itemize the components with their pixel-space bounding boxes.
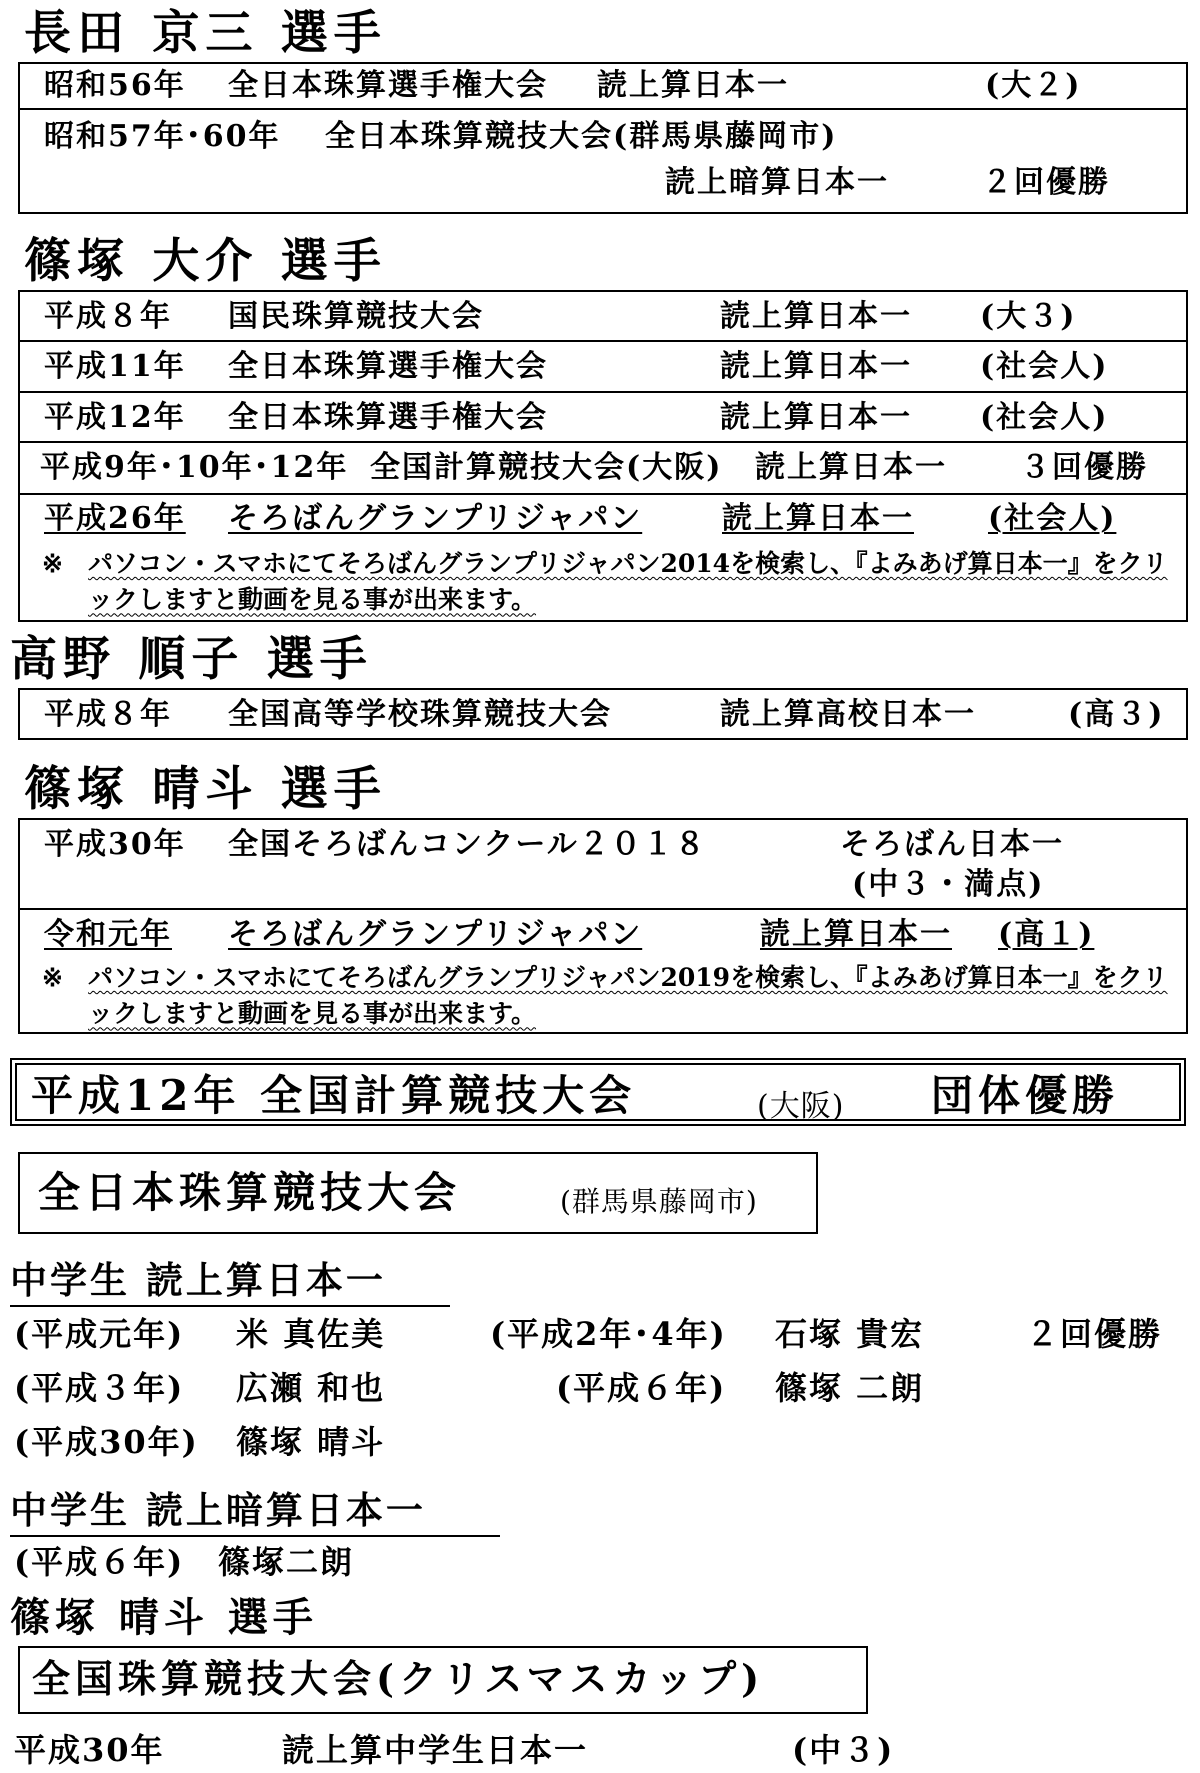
record-year: 平成12年 — [44, 400, 186, 435]
team-win-banner — [10, 1058, 1186, 1126]
record-year: 昭和56年 — [44, 68, 186, 103]
record-event: 全日本珠算選手権大会 — [228, 400, 548, 435]
record-year: 平成26年 — [44, 501, 186, 536]
entry-year: (平成30年) — [14, 1423, 199, 1461]
record-title: 読上算日本一 — [722, 501, 914, 536]
note-mark: ※ — [42, 549, 63, 578]
athlete-name-nagata: 長田 京三 選手 — [24, 6, 387, 61]
record-title: 読上算中学生日本一 — [282, 1731, 589, 1769]
zennihon-title: 全日本珠算競技大会 — [38, 1168, 462, 1217]
record-grade: (社会人) — [980, 349, 1109, 384]
record-title: 読上算日本一 — [720, 349, 912, 384]
athlete-name-shinozuka-haruto: 篠塚 晴斗 選手 — [24, 762, 387, 817]
record-grade: (中３) — [792, 1731, 895, 1769]
record-row — [20, 292, 1186, 342]
team-event: 平成12年 全国計算競技大会 — [31, 1071, 637, 1120]
record-year: 令和元年 — [44, 917, 172, 952]
video-note: パソコン・スマホにてそろばんグランプリジャパン2019を検索し、『よみあげ算日本一』をクリックしますと動画を見る事が出来ます。 — [88, 963, 1168, 1029]
record-row — [20, 820, 1186, 910]
record-box-shinozuka-daisuke — [18, 290, 1188, 622]
record-event: 全国計算競技大会(大阪) — [370, 450, 723, 485]
record-year: 平成9年･10年･12年 — [40, 450, 349, 485]
video-note: パソコン・スマホにてそろばんグランプリジャパン2014を検索し、『よみあげ算日本一』をクリックしますと動画を見る事が出来ます。 — [88, 549, 1168, 615]
record-row — [20, 64, 1186, 110]
team-place: (大阪) — [757, 1089, 845, 1124]
record-result: ２回優勝 — [982, 165, 1110, 200]
zennihon-place: (群馬県藤岡市) — [560, 1185, 758, 1218]
record-grade: (社会人) — [988, 501, 1117, 536]
record-box-takano — [18, 688, 1188, 740]
record-box-shinozuka-haruto — [18, 818, 1188, 1034]
record-box-nagata — [18, 62, 1188, 214]
record-year: 平成30年 — [14, 1731, 165, 1769]
entry-name: 篠塚 二朗 — [775, 1369, 925, 1407]
record-title: そろばん日本一 — [840, 827, 1064, 862]
record-year: 平成８年 — [44, 299, 172, 334]
record-event: そろばんグランプリジャパン — [228, 501, 643, 536]
record-year: 昭和57年･60年 — [44, 119, 281, 154]
record-title: 読上暗算日本一 — [665, 165, 889, 200]
record-event: 全国そろばんコンクール２０１８ — [228, 827, 707, 862]
record-grade: (高１) — [998, 917, 1095, 952]
athlete-name-shinozuka-daisuke: 篠塚 大介 選手 — [24, 234, 387, 289]
entry-year: (平成３年) — [14, 1369, 185, 1407]
record-title: 読上算高校日本一 — [720, 697, 976, 732]
section-heading: 中学生 読上算日本一 — [10, 1262, 450, 1307]
entry-name: 米 真佐美 — [236, 1315, 386, 1353]
record-grade: (大２) — [985, 68, 1082, 103]
entry-year: (平成元年) — [14, 1315, 185, 1353]
record-row — [20, 342, 1186, 393]
athlete-name-shinozuka-haruto-2: 篠塚 晴斗 選手 — [10, 1594, 318, 1641]
entry-name: 篠塚 晴斗 — [236, 1423, 386, 1461]
record-title: 読上算日本一 — [597, 68, 789, 103]
xmas-cup-title: 全国珠算競技大会(クリスマスカップ) — [32, 1656, 765, 1701]
record-event: そろばんグランプリジャパン — [228, 917, 643, 952]
record-grade: (中３・満点) — [852, 867, 1045, 902]
record-event: 国民珠算競技大会 — [228, 299, 484, 334]
record-event: 全日本珠算競技大会(群馬県藤岡市) — [325, 119, 838, 154]
record-grade: (大３) — [980, 299, 1077, 334]
athlete-name-takano: 高野 順子 選手 — [10, 632, 373, 687]
entry-name: 広瀬 和也 — [236, 1369, 386, 1407]
record-year: 平成８年 — [44, 697, 172, 732]
record-title: 読上算日本一 — [760, 917, 952, 952]
record-title: 読上算日本一 — [720, 400, 912, 435]
record-year: 平成11年 — [44, 349, 186, 384]
zennihon-title-box — [18, 1152, 818, 1234]
record-title: 読上算日本一 — [720, 299, 912, 334]
record-event: 全日本珠算選手権大会 — [228, 349, 548, 384]
record-row — [20, 443, 1186, 495]
note-mark: ※ — [42, 963, 63, 992]
record-title: 読上算日本一 — [755, 450, 947, 485]
entry-year: (平成６年) — [556, 1369, 727, 1407]
record-grade: (社会人) — [980, 400, 1109, 435]
entry-year: (平成６年) — [14, 1543, 185, 1581]
team-result: 団体優勝 — [931, 1071, 1120, 1120]
record-row — [20, 393, 1186, 443]
entry-result: ２回優勝 — [1026, 1315, 1163, 1353]
entry-year: (平成2年･4年) — [490, 1315, 727, 1353]
entry-name: 石塚 貴宏 — [775, 1315, 925, 1353]
record-year: 平成30年 — [44, 827, 186, 862]
record-grade: (高３) — [1068, 697, 1165, 732]
section-heading: 中学生 読上暗算日本一 — [10, 1492, 500, 1537]
record-result: ３回優勝 — [1020, 450, 1148, 485]
entry-name: 篠塚二朗 — [218, 1543, 355, 1581]
record-event: 全国高等学校珠算競技大会 — [228, 697, 612, 732]
xmas-cup-title-box — [18, 1646, 868, 1714]
record-event: 全日本珠算選手権大会 — [228, 68, 548, 103]
